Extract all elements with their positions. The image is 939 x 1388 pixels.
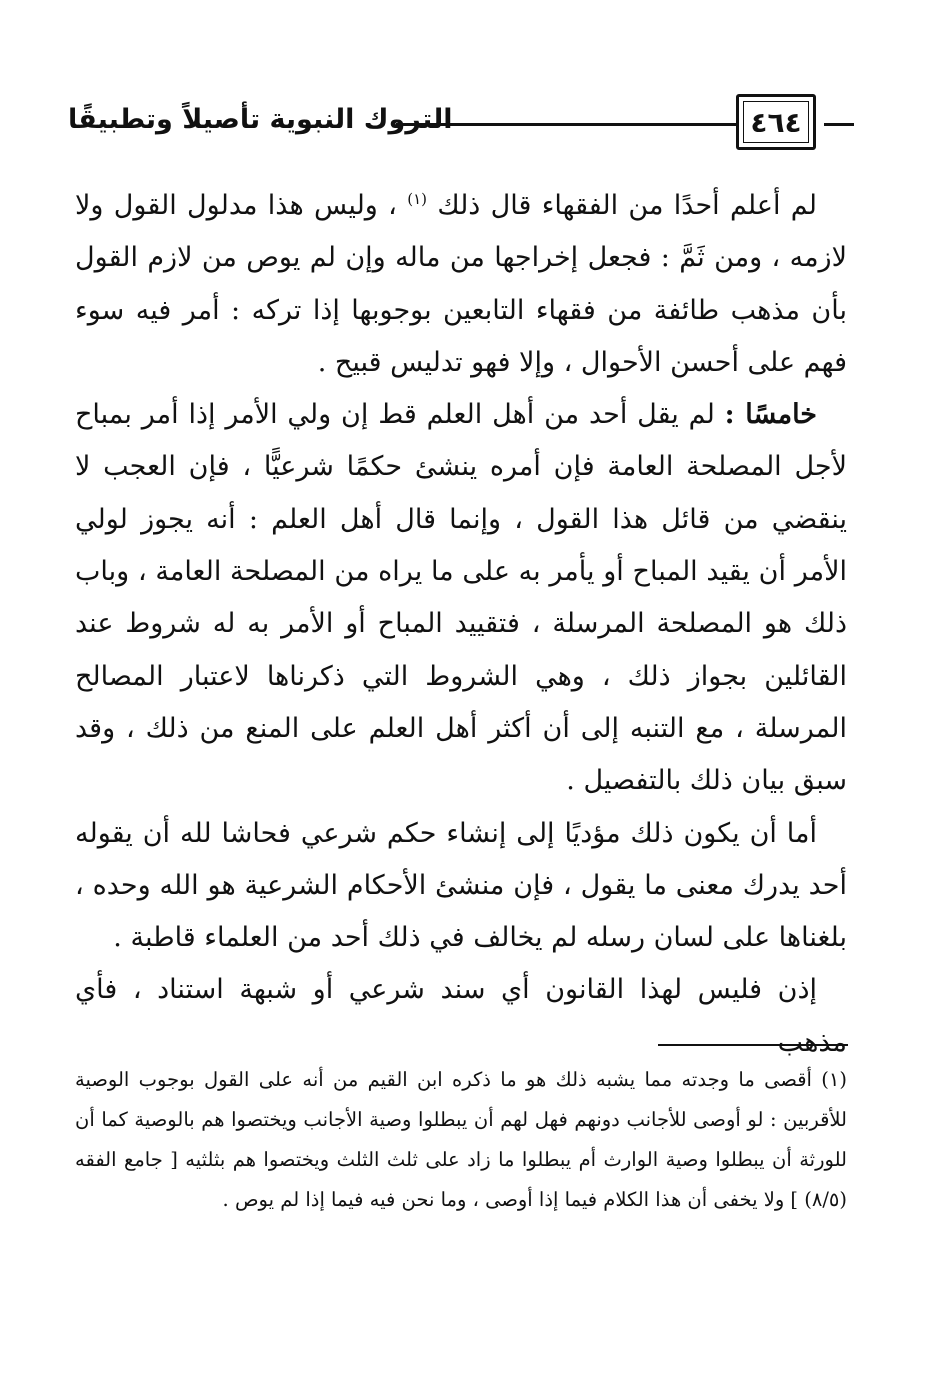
page-header [68,92,858,156]
paragraph-4: إذن فليس لهذا القانون أي سند شرعي أو شبهة استناد ، فأي مذهب [75,974,847,1058]
page-number-inner-frame [743,101,809,143]
footnote-reference: (١) [407,190,427,208]
header-rule-right [824,123,854,126]
paragraph-1-text-b: ، وليس هذا مدلول القول ولا لازمه ، ومن ثَمَّ : فجعل إخراجها من ماله وإن لم يوص من لازم القول بأن مذهب طائفة من فقهاء التابعين بوجوبها إذا تركه : أمر فيه سوء فهم على أحسن الأحوال ، وإلا فهو تدليس قبيح . [75,190,847,378]
running-title: التروك النبوية تأصيلاً وتطبيقًا [68,104,453,135]
main-text [75,180,847,1069]
page-number: ٤٦٤ [750,105,802,139]
paragraph-1 [75,180,847,389]
paragraph-1-text-a: لم أعلم أحدًا من الفقهاء قال ذلك [437,190,817,221]
footnotes [75,1060,847,1220]
paragraph-2-keyword: خامسًا : [724,399,817,431]
footnote-1: (١) أقصى ما وجدته مما يشبه ذلك هو ما ذكره ابن القيم من أنه على القول بوجوب الوصية للأقربين : لو أوصى للأجانب دونهم فهل لهم أن يبطلوا وصية الأجانب ويختصوا هم بالوصية كما أن للورثة أن يبطلوا وصية الوارث أم يبطلوا ما زاد على ثلث الثلث ويختصوا هم بثلثيه [ جامع الفقه (٨/٥) ] ولا يخفى أن هذا الكلام فيما إذا أوصى ، وما نحن فيه فيما إذا لم يوص . [75,1068,847,1211]
paragraph-3: أما أن يكون ذلك مؤديًا إلى إنشاء حكم شرعي فحاشا لله أن يقوله أحد يدرك معنى ما يقول ، فإن منشئ الأحكام الشرعية هو الله وحده ، بلغناها على لسان رسله لم يخالف في ذلك أحد من العلماء قاطبة . [75,817,847,954]
paragraph-2-text: لم يقل أحد من أهل العلم قط إن ولي الأمر إذا أمر بمباح لأجل المصلحة العامة فإن أمره ينشئ حكمًا شرعيًّا ، فإن العجب لا ينقضي من قائل هذا القول ، وإنما قال أهل العلم : أنه يجوز لولي الأمر أن يقيد المباح أو يأمر به على ما يراه من المصلحة العامة ، وباب ذلك هو المصلحة المرسلة ، فتقييد المباح أو الأمر به له شروط عند القائلين بجواز ذلك ، وهي الشروط التي ذكرناها لاعتبار المصالح المرسلة ، مع التنبه إلى أن أكثر أهل العلم على المنع من ذلك ، وقد سبق بيان ذلك بالتفصيل . [75,399,847,797]
footnote-separator [658,1044,848,1046]
page-number-box [736,94,816,150]
paragraph-2 [75,389,847,807]
